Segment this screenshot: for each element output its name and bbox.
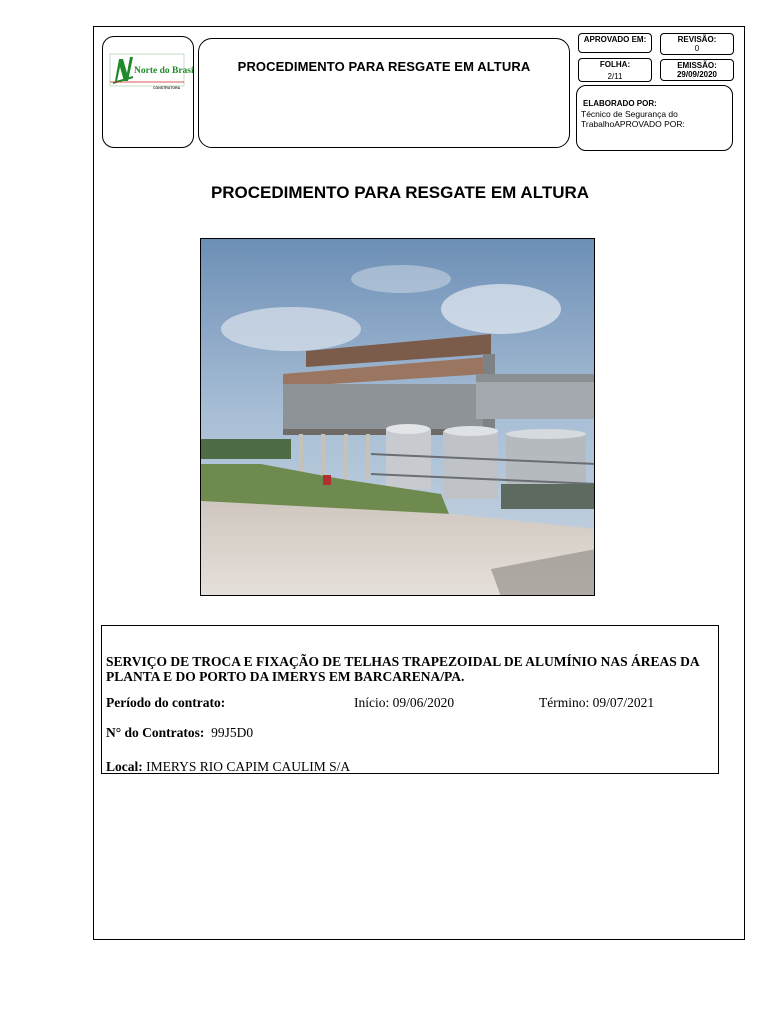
emissao-value: 29/09/2020 [676,70,718,79]
service-description: SERVIÇO DE TROCA E FIXAÇÃO DE TELHAS TRAPEZOIDAL DE ALUMÍNIO NAS ÁREAS DA PLANTA E DO PORTO DA IMERYS EM BARCARENA/PA. [106,654,699,684]
logo-text: Norte do Brasil [134,66,193,76]
logo-subtext: CONSTRUTORA [153,86,181,90]
elaborado-label: ELABORADO POR: [583,99,657,108]
revisao-box [660,33,734,55]
local-row [106,759,350,775]
emissao-box [660,59,734,81]
contrato-value: 99J5D0 [211,725,254,740]
contract-info-box [101,625,719,774]
revisao-value: 0 [694,44,700,53]
contrato-label: N° do Contratos: [106,725,205,740]
company-logo [103,37,193,147]
inicio-value: Início: 09/06/2020 [354,695,455,710]
plant-photo [200,238,595,596]
periodo-label: Período do contrato: [106,695,226,710]
folha-label: FOLHA: [599,60,631,69]
logo-box [102,36,194,148]
local-label: Local: [106,759,143,774]
header-title: PROCEDIMENTO PARA RESGATE EM ALTURA [237,59,531,74]
header-title-box [198,38,570,148]
periodo-row [106,695,225,711]
folha-value: 2/11 [607,72,623,81]
elaborado-box [576,85,733,151]
local-value: IMERYS RIO CAPIM CAULIM S/A [146,759,351,774]
emissao-label: EMISSÃO: [677,61,717,70]
termino-value: Término: 09/07/2021 [539,695,655,710]
aprovado-em-box [578,33,652,53]
contrato-row [106,725,253,741]
document-title: PROCEDIMENTO PARA RESGATE EM ALTURA [210,183,590,202]
revisao-label: REVISÃO: [677,35,717,44]
elaborado-text: Técnico de Segurança do TrabalhoAPROVADO POR: [581,109,685,129]
folha-box [578,58,652,82]
aprovado-em-label: APROVADO EM: [583,35,647,44]
